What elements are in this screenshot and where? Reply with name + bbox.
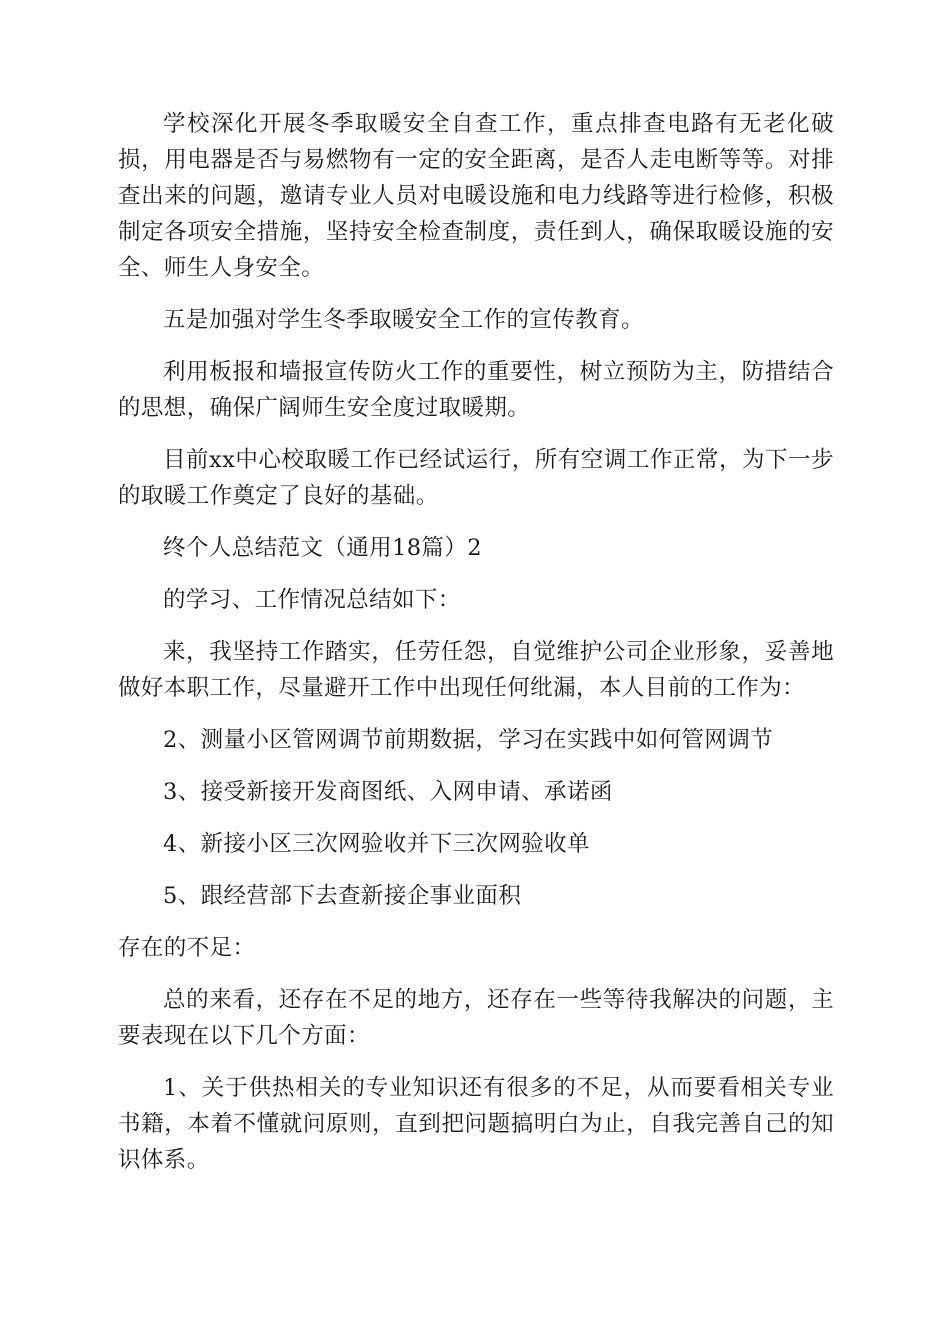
list-item: 4、新接小区三次网验收并下三次网验收单 <box>163 831 590 857</box>
list-item: 1、关于供热相关的专业知识还有很多的不足，从而要看相关专业书籍，本着不懂就问原则，直到把问题搞明白为止，自我完善自己的知识体系。 <box>118 1075 834 1173</box>
paragraph-fire-prevention: 利用板报和墙报宣传防火工作的重要性，树立预防为主，防措结合的思想，确保广阔师生安全度过取暖期。 <box>118 359 834 421</box>
shortcomings-heading: 存在的不足： <box>118 935 256 961</box>
paragraph-summary-intro: 的学习、工作情况总结如下： <box>163 587 461 613</box>
paragraph-overall-view: 总的来看，还存在不足的地方，还存在一些等待我解决的问题，主要表现在以下几个方面： <box>118 987 834 1049</box>
paragraph-work-attitude: 来，我坚持工作踏实，任劳任怨，自觉维护公司企业形象，妥善地做好本职工作，尽量避开工作中出现任何纰漏，本人目前的工作为： <box>118 639 834 701</box>
list-item: 5、跟经营部下去查新接企事业面积 <box>163 883 522 909</box>
paragraph-heating-inspection: 学校深化开展冬季取暖安全自查工作，重点排查电路有无老化破损，用电器是否与易燃物有一定的安全距离，是否人走电断等等。对排查出来的问题，邀请专业人员对电暖设施和电力线路等进行检修，积极制定各项安全措施，坚持安全检查制度，责任到人，确保取暖设施的安全、师生人身安全。 <box>118 111 834 281</box>
list-item: 3、接受新接开发商图纸、入网申请、承诺函 <box>163 779 613 805</box>
section-heading: 终个人总结范文（通用18篇）2 <box>163 535 482 561</box>
list-item: 2、测量小区管网调节前期数据，学习在实践中如何管网调节 <box>163 727 774 753</box>
paragraph-safety-education: 五是加强对学生冬季取暖安全工作的宣传教育。 <box>163 307 644 333</box>
paragraph-trial-run: 目前xx中心校取暖工作已经试运行，所有空调工作正常，为下一步的取暖工作奠定了良好的基础。 <box>118 447 834 509</box>
document-page <box>118 106 834 1194</box>
